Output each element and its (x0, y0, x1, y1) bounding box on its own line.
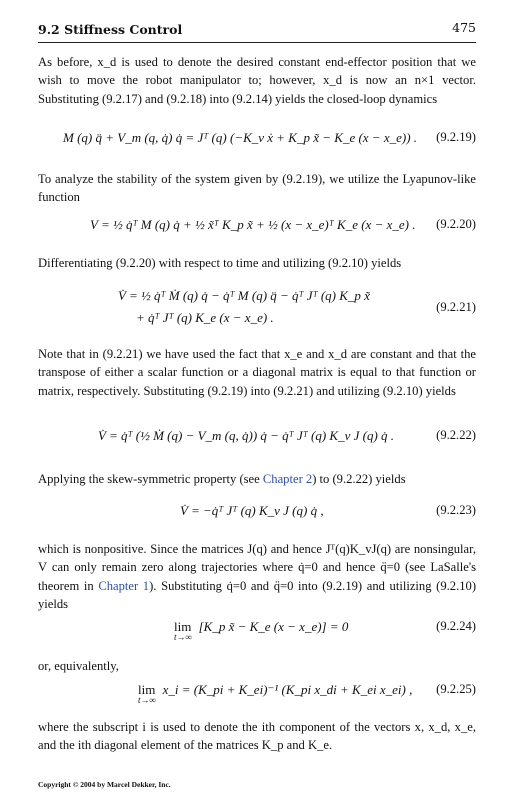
equation-label: (9.2.19) (436, 130, 476, 144)
equation-9-2-21-line-2 (38, 300, 476, 325)
chapter-2-link[interactable]: Chapter 2 (262, 472, 313, 486)
equation-body: x_i = (K_pi + K_ei)⁻¹ (K_pi x_di + K_ei x_ei) , (162, 682, 413, 697)
paragraph-2: To analyze the stability of the system given by (9.2.19), we utilize the Lyapunov-like function (38, 172, 476, 205)
limit-subscript: t→∞ (174, 632, 192, 642)
equation-body: [K_p x̃ − K_e (x − x_e)] = 0 (198, 619, 349, 634)
equation-body: V̇ = −q̇ᵀ Jᵀ (q) K_v J (q) q̇ , (180, 503, 324, 518)
equation-9-2-19 (38, 130, 476, 150)
paragraph-4: Note that in (9.2.21) we have used the fact that x_e and x_d are constant and that the transpose of either a scalar function or a diagonal matrix is equal to that function or matrix, respectively. Substituting (9.2.19) into (9.2.21) and utilizing (9.2.10) yields (38, 347, 476, 398)
text: Applying the skew-symmetric property (see (38, 472, 263, 486)
paragraph-3: Differentiating (9.2.20) with respect to time and utilizing (9.2.10) yields (38, 256, 402, 270)
text: which is nonpositive. Since the matrices J(q) and hence Jᵀ(q)K_vJ(q) are nonsingular, V can only remain zero along trajectories where q̇=0 and hence q̈=0 (see LaSalle's theorem in (38, 542, 476, 593)
equation-body: V̇ = ½ q̇ᵀ Ṁ (q) q̇ − q̇ᵀ M (q) q̈ − q̇ᵀ Jᵀ (q) K_p x̃ (118, 288, 370, 303)
equation-body: + q̇ᵀ Jᵀ (q) K_e (x − x_e) . (136, 310, 274, 325)
equation-9-2-25 (38, 682, 476, 708)
equation-body: M (q) q̈ + V_m (q, q̇) q̇ = Jᵀ (q) (−K_v ẋ + K_p x̃ − K_e (x − x_e)) . (63, 130, 418, 145)
limit-operator (174, 619, 192, 642)
section-title: 9.2 Stiffness Control (38, 22, 183, 37)
limit-operator (138, 682, 156, 705)
paragraph-7: or, equivalently, (38, 659, 119, 673)
equation-label: (9.2.24) (436, 619, 476, 633)
header-rule (38, 42, 476, 43)
paragraph-5 (38, 470, 476, 488)
equation-label: (9.2.20) (436, 217, 476, 231)
copyright-footer: Copyright © 2004 by Marcel Dekker, Inc. (38, 780, 171, 789)
paragraph-8: where the subscript i is used to denote the ith component of the vectors x, x_d, x_e, and the ith diagonal element of the matrices K_p and K_e. (38, 720, 476, 753)
equation-label: (9.2.25) (436, 682, 476, 696)
equation-body-group (138, 682, 413, 705)
equation-label: (9.2.21) (436, 300, 476, 314)
equation-9-2-24 (38, 619, 476, 645)
equation-9-2-20 (38, 217, 476, 237)
equation-body-group (174, 619, 349, 642)
chapter-1-link[interactable]: Chapter 1 (98, 578, 150, 593)
equation-label: (9.2.22) (436, 428, 476, 442)
paragraph-6 (38, 540, 476, 614)
limit-subscript: t→∞ (138, 695, 156, 705)
text: ) to (9.2.22) yields (312, 472, 406, 486)
paragraph-1: As before, x_d is used to denote the desired constant end-effector position that we wish to move the robot manipulator to; however, x_d is now an n×1 vector. Substituting (9.2.17) and (9.2.18) into (9.2.14) yields the closed-loop dynamics (38, 55, 476, 106)
equation-body: V = ½ q̇ᵀ M (q) q̇ + ½ x̃ᵀ K_p x̃ + ½ (x − x_e)ᵀ K_e (x − x_e) . (90, 217, 416, 232)
page-number: 475 (452, 20, 476, 35)
equation-body: V̇ = q̇ᵀ (½ Ṁ (q) − V_m (q, q̇)) q̇ − q̇ᵀ Jᵀ (q) K_v J (q) q̇ . (98, 428, 395, 443)
lim-text: lim (138, 682, 156, 697)
text: ). Substituting q̇=0 and q̈=0 into (9.2.19) and utilizing (9.2.10) yields (38, 578, 477, 612)
equation-9-2-22 (38, 428, 476, 450)
equation-label: (9.2.23) (436, 503, 476, 517)
lim-text: lim (174, 619, 192, 634)
page-header (38, 20, 476, 42)
equation-9-2-23 (38, 503, 476, 523)
